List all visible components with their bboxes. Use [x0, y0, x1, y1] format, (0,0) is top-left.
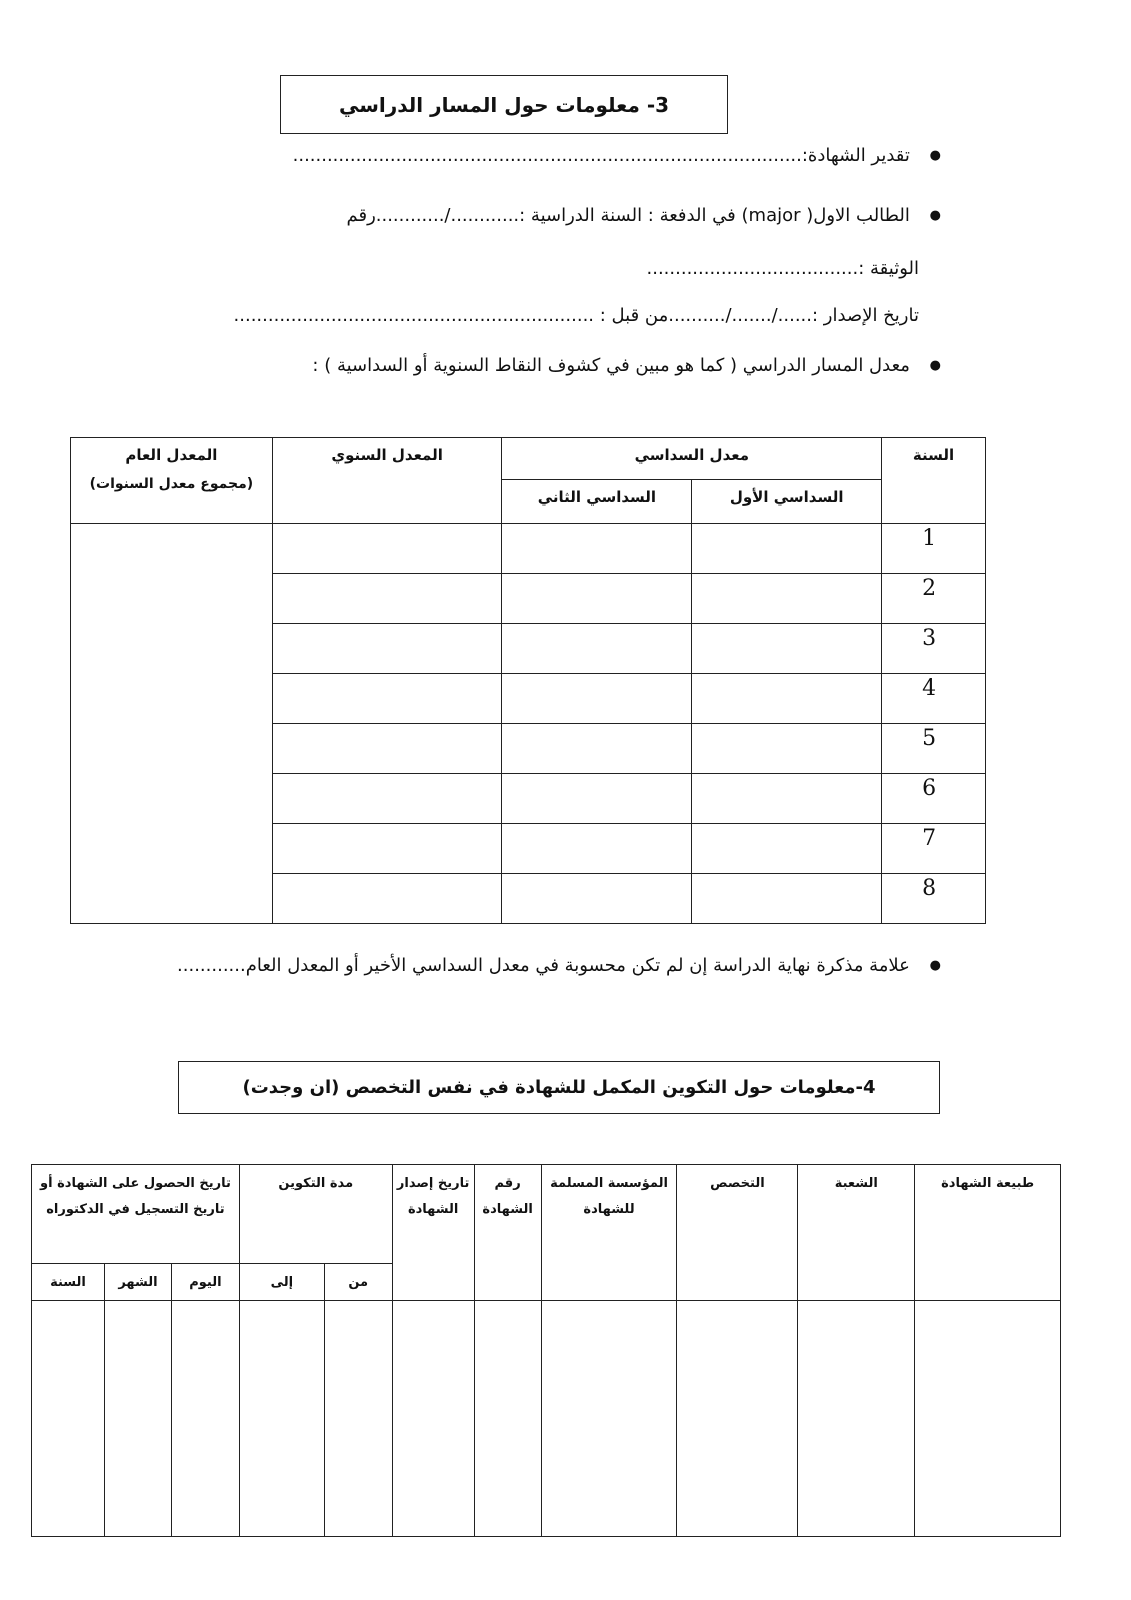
year-cell: 4 [882, 674, 986, 724]
year-cell: 7 [882, 824, 986, 874]
general-average-cell[interactable] [71, 524, 273, 924]
header-year: السنة [882, 438, 986, 524]
annual-average-cell[interactable] [272, 624, 502, 674]
header-year: السنة [32, 1264, 105, 1301]
header-annual-average: المعدل السنوي [272, 438, 502, 524]
annual-average-cell[interactable] [272, 724, 502, 774]
thesis-grade-line[interactable] [177, 955, 941, 976]
grade-line [293, 145, 941, 166]
complementary-training-table [31, 1164, 1061, 1537]
semester-1-cell[interactable] [692, 574, 882, 624]
section-3-title: 3- معلومات حول المسار الدراسي [280, 75, 728, 134]
header-institution: المؤسسة المسلمة للشهادة [541, 1165, 677, 1301]
header-training-duration: مدة التكوين [239, 1165, 392, 1264]
institution-cell[interactable] [541, 1301, 677, 1537]
header-semester-2: السداسي الثاني [502, 480, 692, 524]
header-obtain-date: تاريخ الحصول على الشهادة أو تاريخ التسجيل في الدكتوراه [32, 1165, 240, 1264]
major-line-text: الطالب الاول( major) في الدفعة : السنة الدراسية :............/............رقم [346, 205, 910, 226]
branch-cell[interactable] [798, 1301, 915, 1537]
semester-1-cell[interactable] [692, 774, 882, 824]
certificate-type-cell[interactable] [915, 1301, 1061, 1537]
header-issue-date: تاريخ إصدار الشهادة [392, 1165, 474, 1301]
header-certificate-type: طبيعة الشهادة [915, 1165, 1061, 1301]
header-general-subtitle: (مجموع معدل السنوات) [89, 476, 254, 492]
major-line[interactable] [346, 205, 941, 226]
average-line [312, 355, 941, 376]
grade-dots[interactable]: ......................................................................................... [292, 145, 802, 166]
year-cell: 8 [882, 874, 986, 924]
header-certificate-number: رقم الشهادة [474, 1165, 541, 1301]
semester-2-cell[interactable] [502, 524, 692, 574]
year-cell: 2 [882, 574, 986, 624]
semester-1-cell[interactable] [692, 524, 882, 574]
issue-date-text: تاريخ الإصدار :....../......./..........من قبل : ............................................................... [233, 305, 919, 326]
semester-1-cell[interactable] [692, 674, 882, 724]
annual-average-cell[interactable] [272, 674, 502, 724]
semester-1-cell[interactable] [692, 874, 882, 924]
certificate-number-cell[interactable] [474, 1301, 541, 1537]
day-cell[interactable] [171, 1301, 239, 1537]
semester-2-cell[interactable] [502, 724, 692, 774]
semester-2-cell[interactable] [502, 874, 692, 924]
header-month: الشهر [105, 1264, 172, 1301]
year-cell[interactable] [32, 1301, 105, 1537]
header-to: إلى [239, 1264, 324, 1301]
table-row [71, 524, 986, 574]
year-cell: 1 [882, 524, 986, 574]
semester-2-cell[interactable] [502, 624, 692, 674]
year-cell: 3 [882, 624, 986, 674]
annual-average-cell[interactable] [272, 524, 502, 574]
thesis-grade-text: علامة مذكرة نهاية الدراسة إن لم تكن محسوبة في معدل السداسي الأخير أو المعدل العام............ [177, 955, 910, 976]
grade-label: تقدير الشهادة: [801, 145, 910, 166]
semester-1-cell[interactable] [692, 624, 882, 674]
header-day: اليوم [171, 1264, 239, 1301]
year-cell: 6 [882, 774, 986, 824]
annual-average-cell[interactable] [272, 774, 502, 824]
issue-date-line[interactable] [234, 305, 919, 326]
semester-2-cell[interactable] [502, 774, 692, 824]
header-semester-1: السداسي الأول [692, 480, 882, 524]
semester-2-cell[interactable] [502, 674, 692, 724]
from-cell[interactable] [324, 1301, 392, 1537]
annual-average-cell[interactable] [272, 574, 502, 624]
header-semester-average: معدل السداسي [502, 438, 882, 480]
header-from: من [324, 1264, 392, 1301]
month-cell[interactable] [105, 1301, 172, 1537]
semester-2-cell[interactable] [502, 824, 692, 874]
semester-1-cell[interactable] [692, 724, 882, 774]
issue-date-cell[interactable] [392, 1301, 474, 1537]
year-cell: 5 [882, 724, 986, 774]
annual-average-cell[interactable] [272, 824, 502, 874]
header-general-average [71, 438, 273, 524]
document-line[interactable] [647, 258, 919, 279]
document-line-text: الوثيقة :..................................... [646, 258, 919, 279]
header-general-title: المعدل العام [125, 446, 218, 464]
academic-average-table [70, 437, 986, 924]
header-branch: الشعبة [798, 1165, 915, 1301]
section-4-title: 4-معلومات حول التكوين المكمل للشهادة في نفس التخصص (ان وجدت) [178, 1061, 940, 1114]
specialty-cell[interactable] [677, 1301, 798, 1537]
average-line-text: معدل المسار الدراسي ( كما هو مبين في كشوف النقاط السنوية أو السداسية ) : [312, 355, 910, 376]
table-row [32, 1301, 1061, 1537]
semester-1-cell[interactable] [692, 824, 882, 874]
header-specialty: التخصص [677, 1165, 798, 1301]
annual-average-cell[interactable] [272, 874, 502, 924]
to-cell[interactable] [239, 1301, 324, 1537]
semester-2-cell[interactable] [502, 574, 692, 624]
